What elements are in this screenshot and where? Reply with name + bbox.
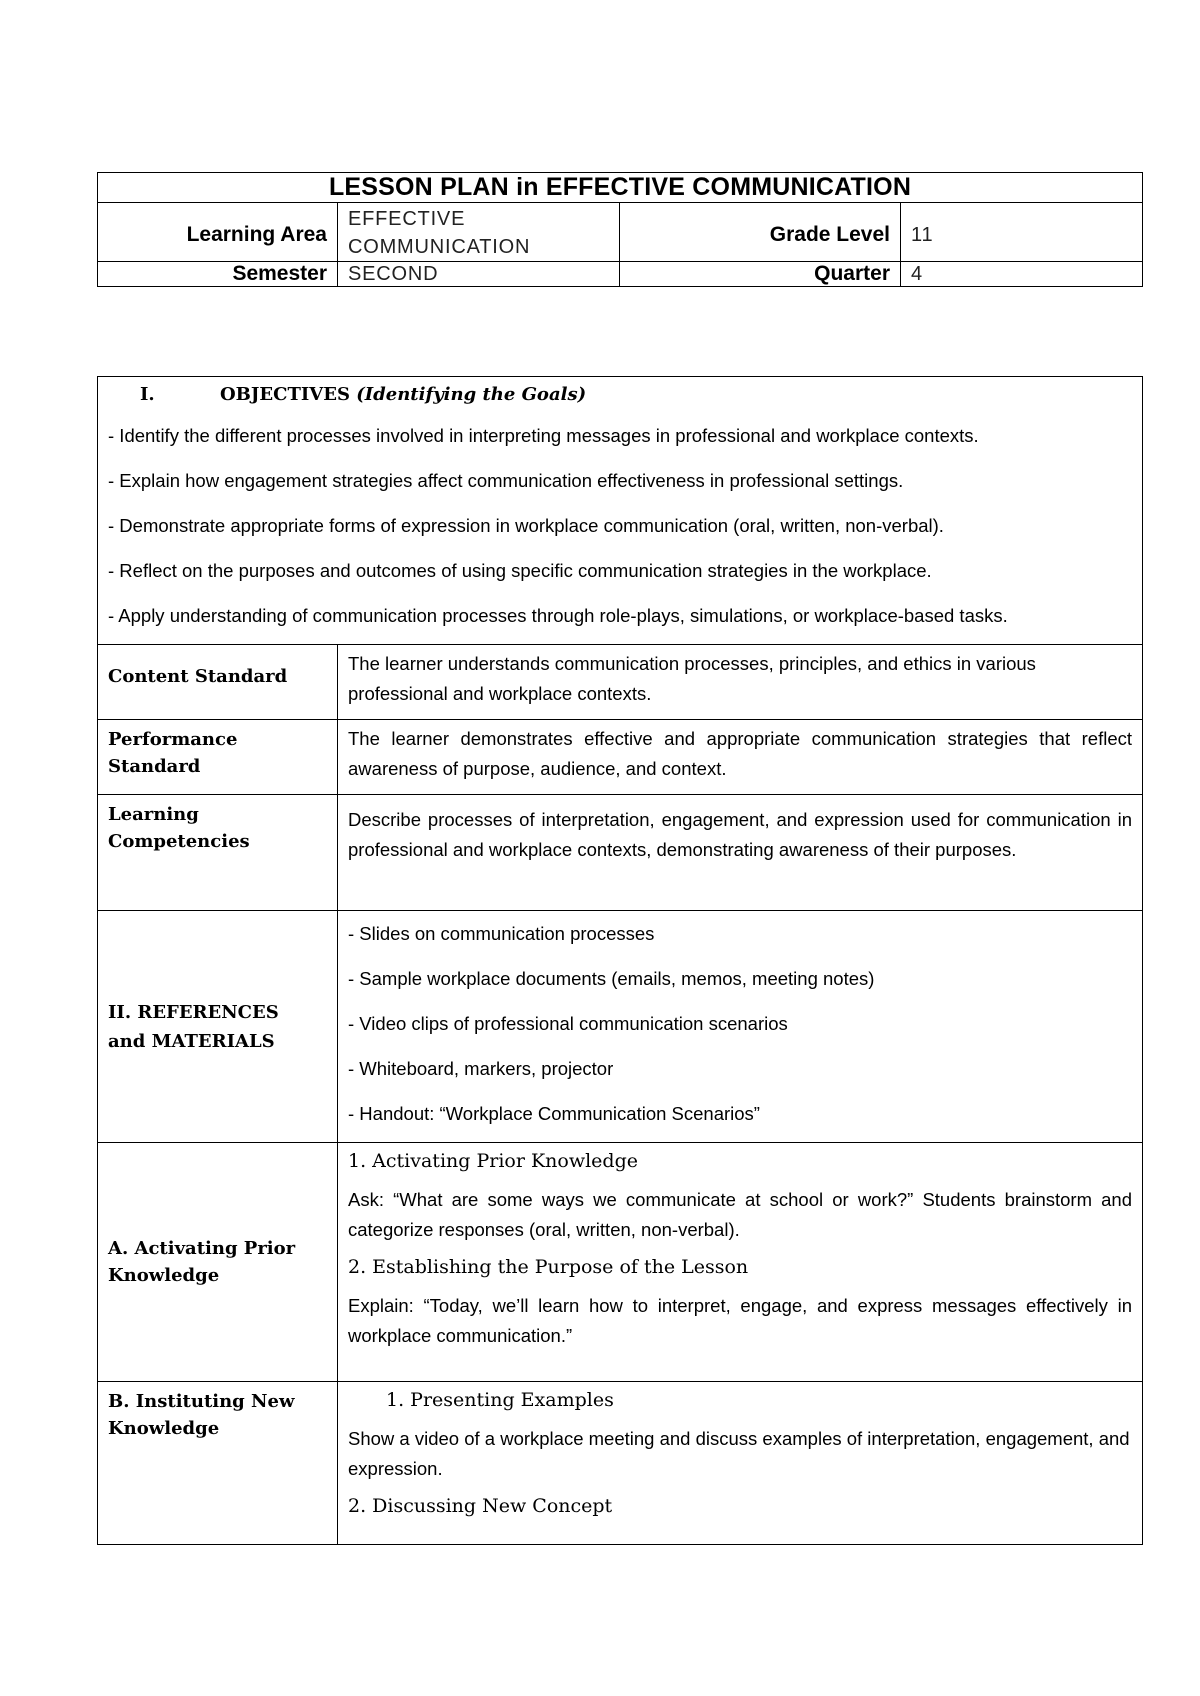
objectives-heading xyxy=(108,377,1132,413)
quarter-value: 4 xyxy=(901,262,1143,287)
activating-label-line2: Knowledge xyxy=(108,1265,220,1286)
learning-competencies-label-line2: Competencies xyxy=(108,831,250,852)
performance-standard-label xyxy=(98,720,338,795)
instituting-step2-title: 2. Discussing New Concept xyxy=(348,1495,613,1517)
references-list xyxy=(338,911,1143,1143)
learning-area-value-line2: COMMUNICATION xyxy=(348,236,531,258)
learning-competencies-label-line1: Learning xyxy=(108,804,199,825)
learning-competencies-text: Describe processes of interpretation, engagement, and expression used for communication in professional and workplace contexts, demonstrating awareness of their purposes. xyxy=(338,795,1143,911)
performance-standard-text: The learner demonstrates effective and appropriate communication strategies that reflect awareness of purpose, audience, and context. xyxy=(338,720,1143,795)
semester-value: SECOND xyxy=(338,262,620,287)
reference-item: - Sample workplace documents (emails, memos, meeting notes) xyxy=(348,968,875,989)
objective-item: - Apply understanding of communication processes through role-plays, simulations, or workplace-based tasks. xyxy=(108,605,1008,626)
reference-item: - Whiteboard, markers, projector xyxy=(348,1058,614,1079)
objective-item: - Reflect on the purposes and outcomes of using specific communication strategies in the workplace. xyxy=(108,560,932,581)
lesson-table xyxy=(97,376,1143,1545)
grade-level-label: Grade Level xyxy=(620,203,901,262)
activating-step2-title: 2. Establishing the Purpose of the Lesson xyxy=(348,1256,749,1278)
objectives-section xyxy=(98,377,1143,645)
semester-label: Semester xyxy=(98,262,338,287)
instituting-content xyxy=(338,1382,1143,1545)
learning-area-label: Learning Area xyxy=(98,203,338,262)
references-label-line1: II. REFERENCES xyxy=(108,1001,279,1023)
content-standard-label: Content Standard xyxy=(98,645,338,720)
learning-area-value-line1: EFFECTIVE xyxy=(348,208,466,230)
performance-standard-label-line2: Standard xyxy=(108,756,201,777)
content-standard-text: The learner understands communication processes, principles, and ethics in various professional and workplace contexts. xyxy=(338,645,1143,720)
learning-area-value xyxy=(338,203,620,262)
reference-item: - Video clips of professional communication scenarios xyxy=(348,1013,788,1034)
grade-level-value: 11 xyxy=(901,203,1143,262)
performance-standard-label-line1: Performance xyxy=(108,729,238,750)
activating-step1-title: 1. Activating Prior Knowledge xyxy=(348,1150,638,1172)
instituting-label-line2: Knowledge xyxy=(108,1418,220,1439)
objective-item: - Explain how engagement strategies affect communication effectiveness in professional settings. xyxy=(108,470,904,491)
quarter-label: Quarter xyxy=(620,262,901,287)
objectives-number: I. xyxy=(140,384,155,405)
activating-content xyxy=(338,1143,1143,1382)
objective-item: - Demonstrate appropriate forms of expression in workplace communication (oral, written, non-verbal). xyxy=(108,515,944,536)
activating-step2-text: Explain: “Today, we’ll learn how to interpret, engage, and express messages effectively in workplace communication.” xyxy=(348,1295,1133,1346)
objectives-subheading: (Identifying the Goals) xyxy=(356,384,587,405)
instituting-step1-text: Show a video of a workplace meeting and discuss examples of interpretation, engagement, and expression. xyxy=(348,1428,1130,1479)
header-table xyxy=(97,172,1143,287)
objective-item: - Identify the different processes involved in interpreting messages in professional and workplace contexts. xyxy=(108,425,979,446)
reference-item: - Handout: “Workplace Communication Scenarios” xyxy=(348,1103,760,1124)
activating-label xyxy=(98,1143,338,1382)
activating-step1-text: Ask: “What are some ways we communicate at school or work?” Students brainstorm and categorize responses (oral, written, non-verbal). xyxy=(348,1189,1133,1240)
references-label-line2: and MATERIALS xyxy=(108,1030,275,1052)
instituting-label xyxy=(98,1382,338,1545)
references-label xyxy=(98,911,338,1143)
objectives-heading-text: OBJECTIVES xyxy=(220,384,350,405)
reference-item: - Slides on communication processes xyxy=(348,923,655,944)
learning-competencies-label xyxy=(98,795,338,911)
lesson-plan-title: LESSON PLAN in EFFECTIVE COMMUNICATION xyxy=(98,173,1143,203)
instituting-label-line1: B. Instituting New xyxy=(108,1391,295,1412)
activating-label-line1: A. Activating Prior xyxy=(108,1238,296,1259)
instituting-step1-title: 1. Presenting Examples xyxy=(386,1389,614,1411)
